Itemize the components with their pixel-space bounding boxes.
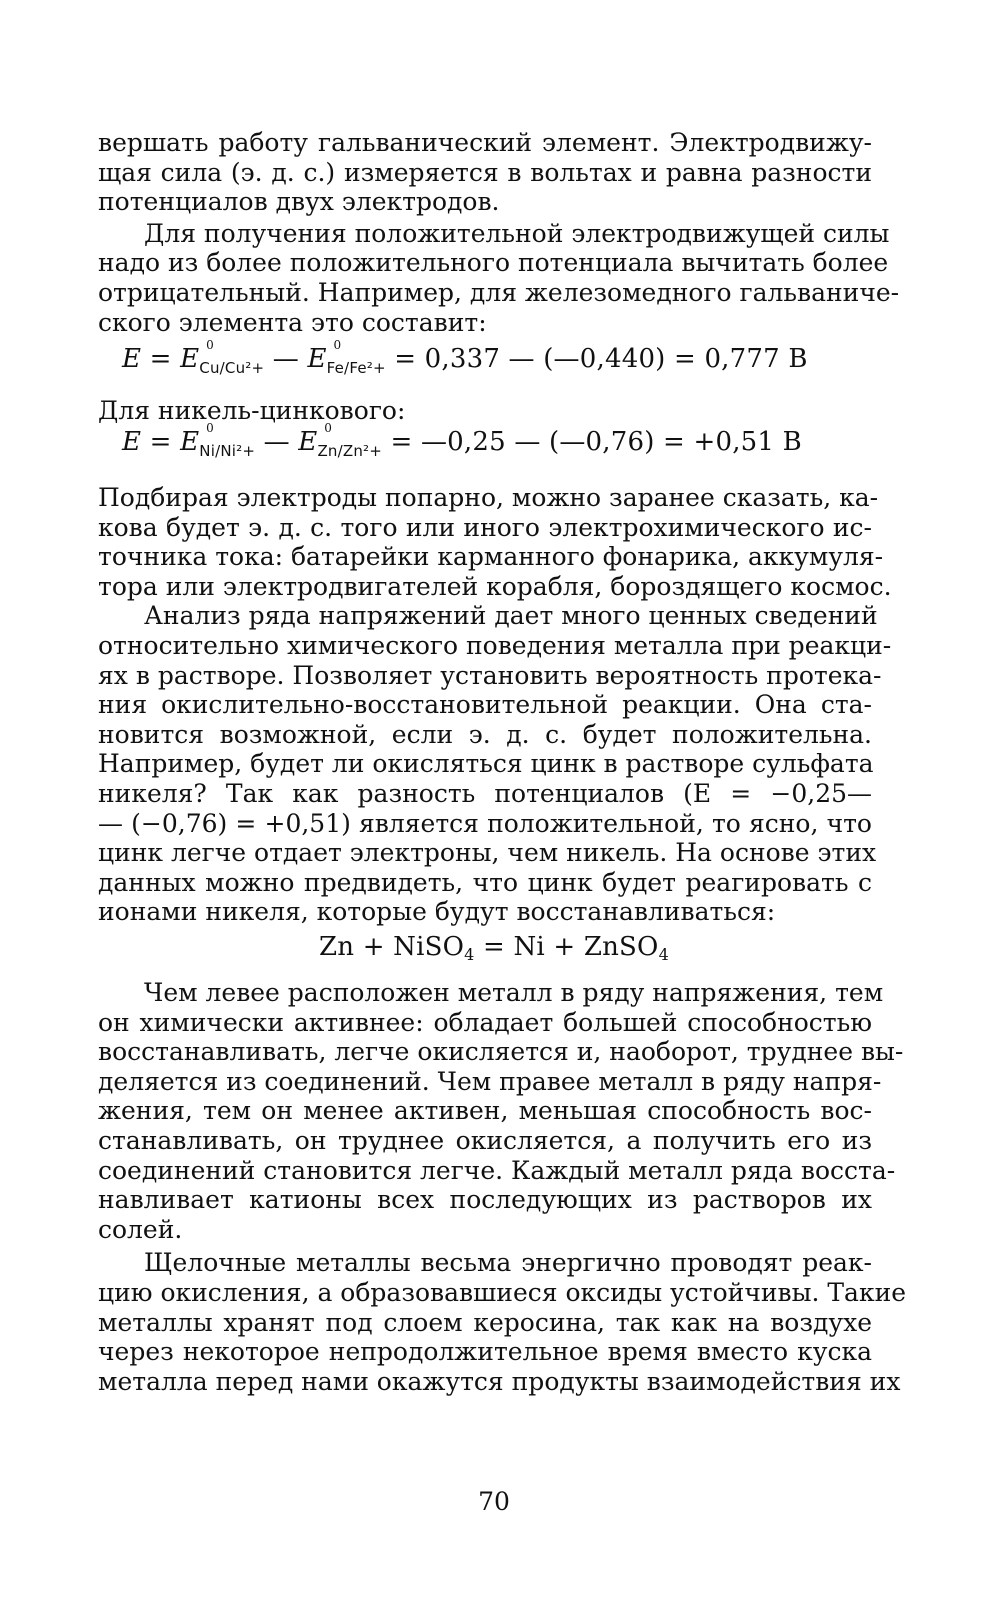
formula-symbol: E bbox=[307, 344, 327, 374]
text-line: кова будет э. д. с. того или иного электрохимического ис- bbox=[98, 512, 872, 542]
paragraph bbox=[98, 601, 892, 927]
text-line: — (−0,76) = +0,51) является положительной, то ясно, что bbox=[98, 808, 872, 838]
formula-text: = 0,337 — (—0,440) = 0,777 В bbox=[385, 344, 808, 374]
text-line: цию окисления, а образовавшиеся оксиды устойчивы. Такие bbox=[98, 1277, 907, 1307]
text-block-bottom bbox=[98, 978, 907, 1396]
formula-subscript: Zn/Zn²+ bbox=[317, 442, 383, 460]
text-line: Анализ ряда напряжений дает много ценных сведений bbox=[144, 601, 878, 631]
text-line: потенциалов двух электродов. bbox=[98, 187, 500, 217]
text-line: Для получения положительной электродвижущей силы bbox=[144, 218, 890, 248]
text-line: металлы хранят под слоем керосина, так как на воздухе bbox=[98, 1307, 872, 1337]
formula-symbol: E bbox=[180, 427, 200, 457]
text-line: точника тока: батарейки карманного фонарика, аккумуля- bbox=[98, 542, 884, 572]
text-line: вершать работу гальванический элемент. Электродвижу- bbox=[98, 128, 872, 157]
text-line: относительно химического поведения металла при реакци- bbox=[98, 630, 892, 660]
formula-symbol: E bbox=[298, 427, 318, 457]
formula-superscript: 0 bbox=[324, 421, 333, 435]
text-line: отрицательный. Например, для железомедного гальваниче- bbox=[98, 277, 900, 307]
text-line: солей. bbox=[98, 1214, 183, 1244]
text-line: никеля? Так как разность потенциалов (E = −0,25— bbox=[98, 778, 872, 808]
reaction-equation bbox=[0, 932, 988, 964]
formula-text: = bbox=[141, 427, 181, 457]
paragraph bbox=[98, 128, 872, 217]
text-line: Подбирая электроды попарно, можно заранее сказать, ка- bbox=[98, 483, 879, 512]
text-line: новится возможной, если э. д. с. будет положительна. bbox=[98, 719, 872, 749]
formula-symbol: E bbox=[180, 344, 200, 374]
paragraph bbox=[98, 1248, 907, 1396]
formula-text: — bbox=[255, 427, 299, 457]
formula-superscript: 0 bbox=[206, 338, 214, 352]
formula-superscript: 0 bbox=[333, 338, 342, 352]
text-line: соединений становится легче. Каждый металл ряда восста- bbox=[98, 1155, 896, 1185]
text-line: станавливать, он труднее окисляется, а получить его из bbox=[98, 1125, 872, 1155]
text-line: ского элемента это составит: bbox=[98, 307, 487, 337]
reaction-subscript: 4 bbox=[658, 945, 669, 964]
text-line: через некоторое непродолжительное время вместо куска bbox=[98, 1337, 872, 1367]
text-line: щая сила (э. д. с.) измеряется в вольтах и равна разности bbox=[98, 157, 872, 187]
formula-iron-copper bbox=[122, 338, 808, 377]
text-line: восстанавливать, легче окисляется и, наоборот, труднее вы- bbox=[98, 1037, 904, 1067]
text-line: Например, будет ли окисляться цинк в растворе сульфата bbox=[98, 749, 874, 779]
reaction-text: = Ni + ZnSO bbox=[474, 932, 659, 962]
text-line: тора или электродвигателей корабля, бороздящего космос. bbox=[98, 571, 892, 601]
text-line: ния окислительно-восстановительной реакции. Она ста- bbox=[98, 690, 872, 720]
text-block-top bbox=[98, 128, 900, 337]
text-line: металла перед нами окажутся продукты взаимодействия их bbox=[98, 1366, 901, 1396]
formula-subscript: Cu/Cu²+ bbox=[199, 359, 265, 377]
text-line: ях в растворе. Позволяет установить вероятность протека- bbox=[98, 660, 882, 690]
label-nickel-zinc: Для никель-цинкового: bbox=[98, 396, 406, 425]
page-number: 70 bbox=[478, 1487, 510, 1516]
text-line: ионами никеля, которые будут восстанавливаться: bbox=[98, 897, 776, 927]
paragraph bbox=[98, 218, 900, 337]
formula-text: — bbox=[264, 344, 308, 374]
text-line: Щелочные металлы весьма энергично проводят реак- bbox=[144, 1248, 872, 1278]
formula-nickel-zinc bbox=[122, 421, 802, 460]
reaction-text: Zn + NiSO bbox=[319, 932, 465, 962]
text-line: надо из более положительного потенциала вычитать более bbox=[98, 248, 889, 278]
formula-text: = bbox=[141, 344, 181, 374]
reaction-subscript: 4 bbox=[464, 945, 475, 964]
formula-symbol: E bbox=[122, 427, 142, 457]
text-line: Чем левее расположен металл в ряду напряжения, тем bbox=[144, 978, 884, 1007]
text-line: деляется из соединений. Чем правее металл в ряду напря- bbox=[98, 1066, 882, 1096]
text-line: он химически активнее: обладает большей способностью bbox=[98, 1007, 872, 1037]
formula-text: = —0,25 — (—0,76) = +0,51 В bbox=[382, 427, 802, 457]
text-line: данных можно предвидеть, что цинк будет реагировать с bbox=[98, 867, 872, 897]
text-block-middle bbox=[98, 483, 892, 927]
text-line: жения, тем он менее активен, меньшая способность вос- bbox=[98, 1096, 872, 1126]
text-line: цинк легче отдает электроны, чем никель. На основе этих bbox=[98, 838, 877, 868]
formula-superscript: 0 bbox=[206, 421, 214, 435]
formula-subscript: Fe/Fe²+ bbox=[326, 359, 386, 377]
formula-symbol: E bbox=[122, 344, 142, 374]
paragraph bbox=[98, 978, 904, 1244]
text-line: навливает катионы всех последующих из растворов их bbox=[98, 1185, 872, 1215]
paragraph bbox=[98, 483, 892, 601]
formula-subscript: Ni/Ni²+ bbox=[199, 442, 256, 460]
